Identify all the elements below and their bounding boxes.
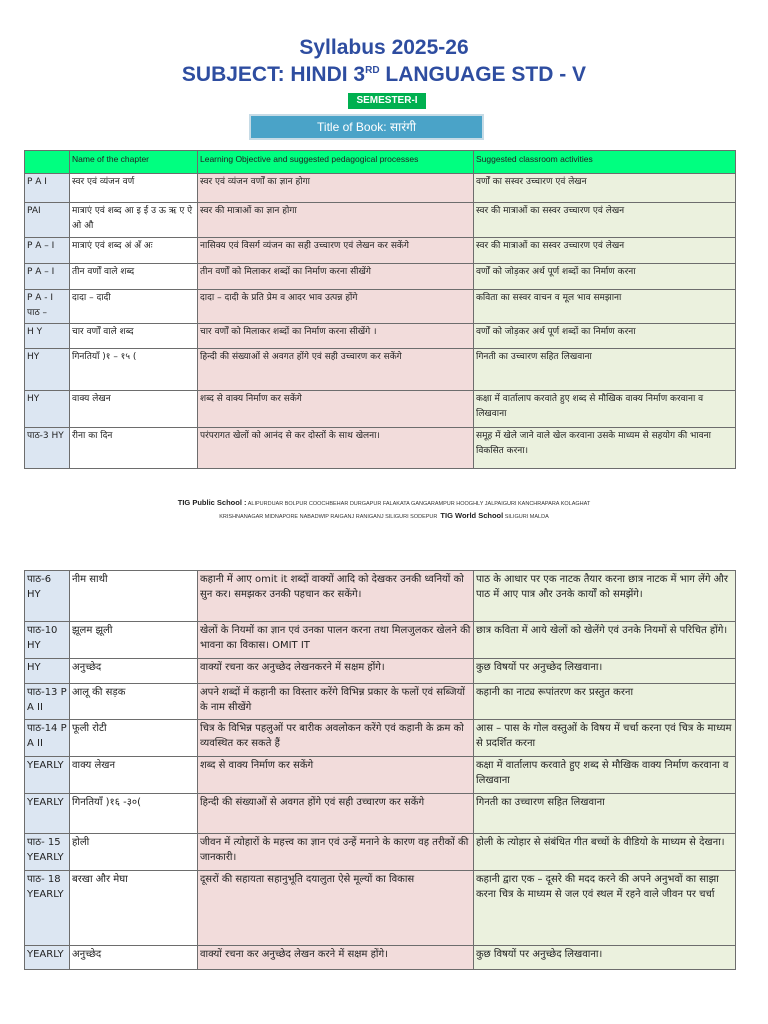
chapter-cell: अनुच्छेद <box>70 946 198 970</box>
footer-school-public: TIG Public School : <box>177 498 247 507</box>
header-cell-objective: Learning Objective and suggested pedagogical processes <box>198 151 474 174</box>
term-cell: YEARLY <box>25 794 70 834</box>
table-row <box>25 264 736 290</box>
footer-schools <box>0 497 768 523</box>
footer-branches-3: SILIGURI MALDA <box>504 514 549 520</box>
activity-cell: स्वर की मात्राओं का सस्वर उच्चारण एवं लेखन <box>474 238 736 264</box>
activity-cell: कक्षा में वार्तालाप करवाते हुए शब्द से मौखिक वाक्य निर्माण करवाना व लिखवाना <box>474 757 736 794</box>
chapter-cell: तीन वर्णों वाले शब्द <box>70 264 198 290</box>
table-row <box>25 428 736 469</box>
objective-cell: चित्र के विभिन्न पहलुओं पर बारीक अवलोकन करेंगे एवं कहानी के क्रम को व्यवस्थित कर सकते हैं <box>198 720 474 757</box>
chapter-cell: अनुच्छेद <box>70 659 198 684</box>
term-cell: PAI <box>25 203 70 238</box>
book-name: सारंगी <box>389 120 416 134</box>
table-row <box>25 757 736 794</box>
chapter-cell: झूलम झूली <box>70 622 198 659</box>
objective-cell: अपने शब्दों में कहानी का विस्तार करेंगे विभिन्न प्रकार के फलों एवं सब्जियों के नाम सीखेंगे <box>198 684 474 720</box>
activity-cell: कक्षा में वार्तालाप करवाते हुए शब्द से मौखिक वाक्य निर्माण करवाना व लिखवाना <box>474 391 736 428</box>
subject-prefix: SUBJECT: HINDI 3 <box>181 63 366 86</box>
objective-cell: कहानी में आए omit it शब्दों वाक्यों आदि को देखकर उनकी ध्वनियों को सुन कर। समझकर उनकी पहचान कर सकेंगे। <box>198 571 474 622</box>
chapter-cell: वाक्य लेखन <box>70 757 198 794</box>
header-cell-activities: Suggested classroom activities <box>474 151 736 174</box>
objective-cell: शब्द से वाक्य निर्माण कर सकेंगे <box>198 757 474 794</box>
term-cell: YEARLY <box>25 946 70 970</box>
chapter-cell: बरखा और मेघा <box>70 871 198 946</box>
chapter-cell: चार वर्णों वाले शब्द <box>70 324 198 349</box>
footer-school-world: TIG World School <box>440 511 504 520</box>
footer-branches-2: KRISHNANAGAR MIDNAPORE NABADWIP RAIGANJ RANIGANJ SILIGURI SODEPUR <box>219 514 438 520</box>
table-row <box>25 834 736 871</box>
table-row <box>25 290 736 324</box>
chapter-cell: गिनतियाँ )१ – १५ ( <box>70 349 198 391</box>
objective-cell: तीन वर्णों को मिलाकर शब्दों का निर्माण करना सीखेंगे <box>198 264 474 290</box>
activity-cell: कहानी द्वारा एक – दूसरे की मदद करने की अपने अनुभवों का साझा करना चित्र के माध्यम से जल एवं स्थल में रहने वाले जीवन पर चर्चा <box>474 871 736 946</box>
activity-cell: समूह में खेले जाने वाले खेल करवाना उसके माध्यम से सहयोग की भावना विकसित करना। <box>474 428 736 469</box>
term-cell: P A I <box>25 174 70 203</box>
objective-cell: वाक्यों रचना कर अनुच्छेद लेखनकरने में सक्षम होंगे। <box>198 659 474 684</box>
term-cell: पाठ-13 P A II <box>25 684 70 720</box>
chapter-cell: होली <box>70 834 198 871</box>
term-cell: पाठ- 18 YEARLY <box>25 871 70 946</box>
activity-cell: वर्णों का सस्वर उच्चारण एवं लेखन <box>474 174 736 203</box>
chapter-cell: फूली रोटी <box>70 720 198 757</box>
chapter-cell: नीम साथी <box>70 571 198 622</box>
table-row <box>25 720 736 757</box>
table-row <box>25 238 736 264</box>
chapter-cell: गिनतियाँ )१६ -३०( <box>70 794 198 834</box>
objective-cell: स्वर की मात्राओं का ज्ञान होगा <box>198 203 474 238</box>
syllabus-title: Syllabus 2025-26 <box>299 36 469 59</box>
objective-cell: चार वर्णों को मिलाकर शब्दों का निर्माण करना सीखेंगे । <box>198 324 474 349</box>
objective-cell: वाक्यों रचना कर अनुच्छेद लेखन करने में सक्षम होंगे। <box>198 946 474 970</box>
footer-line-2 <box>0 510 768 523</box>
footer-line-1 <box>0 497 768 510</box>
activity-cell: कुछ विषयों पर अनुच्छेद लिखवाना। <box>474 946 736 970</box>
chapter-cell: दादा – दादी <box>70 290 198 324</box>
term-cell: P A – I <box>25 238 70 264</box>
objective-cell: नासिक्य एवं विसर्ग व्यंजन का सही उच्चारण एवं लेखन कर सकेंगे <box>198 238 474 264</box>
objective-cell: हिन्दी की संख्याओं से अवगत होंगे एवं सही उच्चारण कर सकेंगे <box>198 794 474 834</box>
table-row <box>25 946 736 970</box>
chapter-cell: आलू की सड़क <box>70 684 198 720</box>
table-row <box>25 174 736 203</box>
term-cell: P A - I पाठ – <box>25 290 70 324</box>
activity-cell: गिनती का उच्चारण सहित लिखवाना <box>474 349 736 391</box>
chapter-cell: वाक्य लेखन <box>70 391 198 428</box>
activity-cell: गिनती का उच्चारण सहित लिखवाना <box>474 794 736 834</box>
subject-superscript: RD <box>365 65 380 76</box>
chapter-cell: मात्राएं एवं शब्द आ इ ई उ ऊ ऋ ए ऐ ओ औ <box>70 203 198 238</box>
table-row <box>25 349 736 391</box>
term-cell: पाठ- 15 YEARLY <box>25 834 70 871</box>
activity-cell: कविता का सस्वर वाचन व मूल भाव समझाना <box>474 290 736 324</box>
footer-branches-1: ALIPURDUAR BOLPUR COOCHBEHAR DURGAPUR FALAKATA GANGARAMPUR HOOGHLY JALPAIGURI KANCHRAPARA KOLAGHAT <box>247 501 591 507</box>
activity-cell: होली के त्योहार से संबंधित गीत बच्चों के वीडियो के माध्यम से देखना। <box>474 834 736 871</box>
term-cell: H Y <box>25 324 70 349</box>
term-cell: P A – I <box>25 264 70 290</box>
syllabus-table-1-body <box>25 151 736 469</box>
activity-cell: छात्र कविता में आये खेलों को खेलेंगे एवं उनके नियमों से परिचित होंगे। <box>474 622 736 659</box>
chapter-cell: स्वर एवं व्यंजन वर्ण <box>70 174 198 203</box>
objective-cell: शब्द से वाक्य निर्माण कर सकेंगे <box>198 391 474 428</box>
objective-cell: दादा – दादी के प्रति प्रेम व आदर भाव उत्पन्न होंगे <box>198 290 474 324</box>
subject-title <box>0 63 768 87</box>
header-cell-term <box>25 151 70 174</box>
chapter-cell: मात्राएं एवं शब्द अं अँ अः <box>70 238 198 264</box>
term-cell: YEARLY <box>25 757 70 794</box>
table-row <box>25 684 736 720</box>
objective-cell: दूसरों की सहायता सहानुभूति दयालुता ऐसे मूल्यों का विकास <box>198 871 474 946</box>
term-cell: HY <box>25 659 70 684</box>
objective-cell: परंपरागत खेलों को आनंद से कर दोस्तों के साथ खेलना। <box>198 428 474 469</box>
objective-cell: जीवन में त्योहारों के महत्त्व का ज्ञान एवं उन्हें मनाने के कारण वह तरीकों की जानकारी। <box>198 834 474 871</box>
activity-cell: वर्णों को जोड़कर अर्थ पूर्ण शब्दों का निर्माण करना <box>474 324 736 349</box>
activity-cell: कुछ विषयों पर अनुच्छेद लिखवाना। <box>474 659 736 684</box>
objective-cell: हिन्दी की संख्याओं से अवगत होंगे एवं सही उच्चारण कर सकेंगे <box>198 349 474 391</box>
table-row <box>25 794 736 834</box>
syllabus-table-1 <box>24 150 736 469</box>
book-title-box <box>249 114 484 140</box>
activity-cell: आस – पास के गोल वस्तुओं के विषय में चर्चा करना एवं चित्र के माध्यम से प्रदर्शित करना <box>474 720 736 757</box>
table-row <box>25 324 736 349</box>
semester-badge: SEMESTER-I <box>348 93 426 109</box>
term-cell: पाठ-3 HY <box>25 428 70 469</box>
syllabus-table-2-body <box>25 571 736 970</box>
syllabus-table-2 <box>24 570 736 970</box>
table-row <box>25 203 736 238</box>
table-row <box>25 659 736 684</box>
table-row <box>25 571 736 622</box>
activity-cell: पाठ के आधार पर एक नाटक तैयार करना छात्र नाटक में भाग लेंगे और पाठ में आए पात्र और उनके कार्यों को समझेंगे। <box>474 571 736 622</box>
objective-cell: खेलों के नियमों का ज्ञान एवं उनका पालन करना तथा मिलजुलकर खेलने की भावना का विकास। OMIT IT <box>198 622 474 659</box>
chapter-cell: रीना का दिन <box>70 428 198 469</box>
subject-suffix: LANGUAGE STD - V <box>379 63 587 86</box>
table-row <box>25 391 736 428</box>
header-cell-chapter: Name of the chapter <box>70 151 198 174</box>
table-row <box>25 622 736 659</box>
objective-cell: स्वर एवं व्यंजन वर्णों का ज्ञान होगा <box>198 174 474 203</box>
table-row <box>25 871 736 946</box>
term-cell: पाठ-6 HY <box>25 571 70 622</box>
term-cell: HY <box>25 391 70 428</box>
term-cell: पाठ-10 HY <box>25 622 70 659</box>
activity-cell: स्वर की मात्राओं का सस्वर उच्चारण एवं लेखन <box>474 203 736 238</box>
table-header-row <box>25 151 736 174</box>
term-cell: HY <box>25 349 70 391</box>
book-label: Title of Book: <box>317 120 387 134</box>
activity-cell: वर्णों को जोड़कर अर्थ पूर्ण शब्दों का निर्माण करना <box>474 264 736 290</box>
activity-cell: कहानी का नाट्य रूपांतरण कर प्रस्तुत करना <box>474 684 736 720</box>
term-cell: पाठ-14 P A II <box>25 720 70 757</box>
